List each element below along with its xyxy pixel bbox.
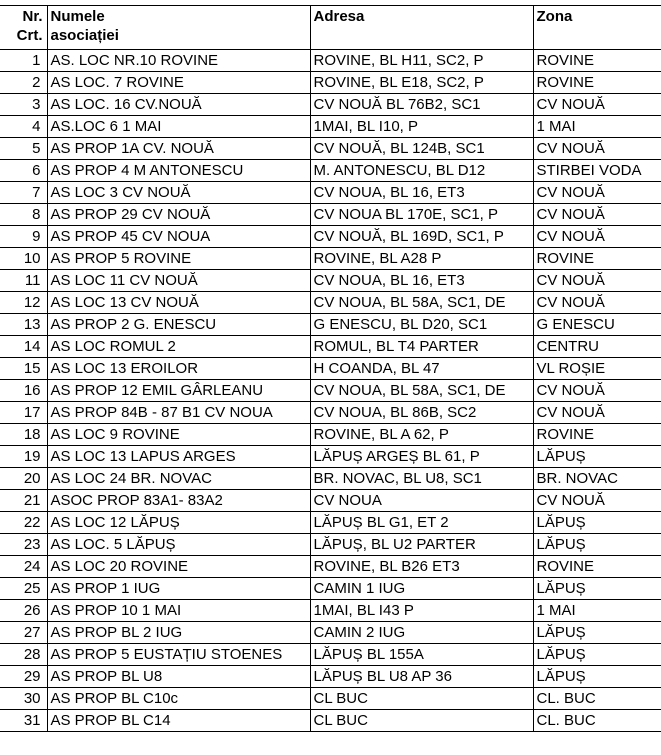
- table-row: [0, 468, 661, 490]
- cell-nr[interactable]: 10: [0, 248, 47, 270]
- table-row: [0, 336, 661, 358]
- cell-address[interactable]: LĂPUȘ BL U8 AP 36: [310, 666, 533, 688]
- cell-association-name[interactable]: AS PROP 1 IUG: [47, 578, 310, 600]
- cell-nr[interactable]: 21: [0, 490, 47, 512]
- table-row: [0, 688, 661, 710]
- cell-address[interactable]: M. ANTONESCU, BL D12: [310, 160, 533, 182]
- cell-zone[interactable]: CV NOUĂ: [533, 490, 661, 512]
- cell-nr[interactable]: 9: [0, 226, 47, 248]
- cell-nr[interactable]: 5: [0, 138, 47, 160]
- cell-address[interactable]: CAMIN 2 IUG: [310, 622, 533, 644]
- cell-zone[interactable]: ROVINE: [533, 424, 661, 446]
- cell-association-name[interactable]: AS PROP 29 CV NOUĂ: [47, 204, 310, 226]
- cell-association-name[interactable]: AS LOC 13 CV NOUĂ: [47, 292, 310, 314]
- cell-nr[interactable]: 11: [0, 270, 47, 292]
- cell-nr[interactable]: 13: [0, 314, 47, 336]
- cell-association-name[interactable]: AS PROP BL C14: [47, 710, 310, 732]
- cell-nr[interactable]: 2: [0, 72, 47, 94]
- cell-nr[interactable]: 14: [0, 336, 47, 358]
- table-row: [0, 578, 661, 600]
- cell-zone[interactable]: ROVINE: [533, 556, 661, 578]
- header-zone[interactable]: Zona: [533, 6, 661, 50]
- table-row: [0, 424, 661, 446]
- cell-nr[interactable]: 17: [0, 402, 47, 424]
- table-row: [0, 402, 661, 424]
- cell-address[interactable]: CL BUC: [310, 710, 533, 732]
- table-body: [0, 50, 661, 732]
- cell-nr[interactable]: 25: [0, 578, 47, 600]
- cell-zone[interactable]: BR. NOVAC: [533, 468, 661, 490]
- cell-zone[interactable]: CV NOUĂ: [533, 380, 661, 402]
- cell-zone[interactable]: LĂPUȘ: [533, 578, 661, 600]
- cell-zone[interactable]: CV NOUĂ: [533, 270, 661, 292]
- cell-nr[interactable]: 18: [0, 424, 47, 446]
- cell-address[interactable]: CV NOUĂ, BL 124B, SC1: [310, 138, 533, 160]
- table-row: [0, 116, 661, 138]
- cell-nr[interactable]: 16: [0, 380, 47, 402]
- associations-table: [0, 5, 661, 732]
- cell-nr[interactable]: 31: [0, 710, 47, 732]
- cell-association-name[interactable]: AS. LOC NR.10 ROVINE: [47, 50, 310, 72]
- cell-zone[interactable]: 1 MAI: [533, 600, 661, 622]
- table-row: [0, 534, 661, 556]
- cell-nr[interactable]: 24: [0, 556, 47, 578]
- cell-zone[interactable]: LĂPUȘ: [533, 534, 661, 556]
- cell-address[interactable]: ROVINE, BL E18, SC2, P: [310, 72, 533, 94]
- cell-association-name[interactable]: AS PROP 4 M ANTONESCU: [47, 160, 310, 182]
- table-row: [0, 94, 661, 116]
- cell-association-name[interactable]: AS PROP 45 CV NOUA: [47, 226, 310, 248]
- header-row: [0, 6, 661, 50]
- cell-nr[interactable]: 1: [0, 50, 47, 72]
- cell-zone[interactable]: CV NOUĂ: [533, 226, 661, 248]
- header-name-line2: asociației: [50, 27, 119, 44]
- cell-zone[interactable]: LĂPUȘ: [533, 644, 661, 666]
- cell-zone[interactable]: LĂPUȘ: [533, 512, 661, 534]
- cell-association-name[interactable]: AS LOC 13 EROILOR: [47, 358, 310, 380]
- cell-zone[interactable]: ROVINE: [533, 50, 661, 72]
- cell-zone[interactable]: 1 MAI: [533, 116, 661, 138]
- cell-zone[interactable]: CENTRU: [533, 336, 661, 358]
- cell-association-name[interactable]: AS.LOC 6 1 MAI: [47, 116, 310, 138]
- cell-address[interactable]: BR. NOVAC, BL U8, SC1: [310, 468, 533, 490]
- cell-address[interactable]: CV NOUA: [310, 490, 533, 512]
- cell-zone[interactable]: CV NOUĂ: [533, 138, 661, 160]
- cell-address[interactable]: CV NOUA, BL 16, ET3: [310, 270, 533, 292]
- table-row: [0, 204, 661, 226]
- table-row: [0, 72, 661, 94]
- table-row: [0, 380, 661, 402]
- cell-association-name[interactable]: AS PROP 2 G. ENESCU: [47, 314, 310, 336]
- cell-nr[interactable]: 3: [0, 94, 47, 116]
- cell-address[interactable]: CV NOUĂ, BL 169D, SC1, P: [310, 226, 533, 248]
- cell-nr[interactable]: 22: [0, 512, 47, 534]
- cell-association-name[interactable]: AS PROP 1A CV. NOUĂ: [47, 138, 310, 160]
- cell-nr[interactable]: 4: [0, 116, 47, 138]
- cell-nr[interactable]: 23: [0, 534, 47, 556]
- table-row: [0, 358, 661, 380]
- header-name-line1: Numele: [50, 8, 105, 25]
- cell-zone[interactable]: CV NOUĂ: [533, 94, 661, 116]
- cell-zone[interactable]: CV NOUĂ: [533, 182, 661, 204]
- cell-address[interactable]: CV NOUĂ BL 76B2, SC1: [310, 94, 533, 116]
- table-row: [0, 666, 661, 688]
- cell-address[interactable]: ROMUL, BL T4 PARTER: [310, 336, 533, 358]
- table-row: [0, 314, 661, 336]
- table-row: [0, 622, 661, 644]
- cell-address[interactable]: CV NOUA, BL 86B, SC2: [310, 402, 533, 424]
- cell-zone[interactable]: LĂPUȘ: [533, 666, 661, 688]
- table-row: [0, 710, 661, 732]
- cell-association-name[interactable]: AS LOC. 7 ROVINE: [47, 72, 310, 94]
- cell-zone[interactable]: LĂPUȘ: [533, 622, 661, 644]
- cell-nr[interactable]: 12: [0, 292, 47, 314]
- cell-nr[interactable]: 8: [0, 204, 47, 226]
- cell-address[interactable]: ROVINE, BL B26 ET3: [310, 556, 533, 578]
- cell-nr[interactable]: 28: [0, 644, 47, 666]
- cell-address[interactable]: ROVINE, BL A 62, P: [310, 424, 533, 446]
- cell-zone[interactable]: G ENESCU: [533, 314, 661, 336]
- table-row: [0, 446, 661, 468]
- cell-association-name[interactable]: AS LOC 13 LAPUS ARGES: [47, 446, 310, 468]
- cell-address[interactable]: ROVINE, BL H11, SC2, P: [310, 50, 533, 72]
- cell-association-name[interactable]: AS PROP 84B - 87 B1 CV NOUA: [47, 402, 310, 424]
- cell-zone[interactable]: CV NOUĂ: [533, 402, 661, 424]
- cell-association-name[interactable]: AS LOC 11 CV NOUĂ: [47, 270, 310, 292]
- cell-association-name[interactable]: AS PROP BL U8: [47, 666, 310, 688]
- cell-association-name[interactable]: AS LOC ROMUL 2: [47, 336, 310, 358]
- cell-address[interactable]: CAMIN 1 IUG: [310, 578, 533, 600]
- cell-address[interactable]: LĂPUȘ BL G1, ET 2: [310, 512, 533, 534]
- cell-address[interactable]: H COANDA, BL 47: [310, 358, 533, 380]
- cell-address[interactable]: 1MAI, BL I43 P: [310, 600, 533, 622]
- cell-address[interactable]: G ENESCU, BL D20, SC1: [310, 314, 533, 336]
- header-nr-crt[interactable]: [0, 6, 47, 50]
- cell-nr[interactable]: 27: [0, 622, 47, 644]
- cell-address[interactable]: CV NOUA BL 170E, SC1, P: [310, 204, 533, 226]
- table-row: [0, 248, 661, 270]
- cell-nr[interactable]: 6: [0, 160, 47, 182]
- table-row: [0, 182, 661, 204]
- cell-zone[interactable]: CL. BUC: [533, 688, 661, 710]
- cell-nr[interactable]: 20: [0, 468, 47, 490]
- cell-zone[interactable]: VL ROȘIE: [533, 358, 661, 380]
- table-row: [0, 292, 661, 314]
- cell-address[interactable]: 1MAI, BL I10, P: [310, 116, 533, 138]
- cell-association-name[interactable]: AS PROP 5 EUSTAȚIU STOENES: [47, 644, 310, 666]
- cell-association-name[interactable]: AS PROP 10 1 MAI: [47, 600, 310, 622]
- cell-association-name[interactable]: AS LOC 3 CV NOUĂ: [47, 182, 310, 204]
- cell-association-name[interactable]: AS PROP BL 2 IUG: [47, 622, 310, 644]
- cell-zone[interactable]: STIRBEI VODA: [533, 160, 661, 182]
- cell-nr[interactable]: 30: [0, 688, 47, 710]
- cell-association-name[interactable]: AS LOC 9 ROVINE: [47, 424, 310, 446]
- cell-association-name[interactable]: AS LOC 24 BR. NOVAC: [47, 468, 310, 490]
- table-row: [0, 138, 661, 160]
- cell-nr[interactable]: 19: [0, 446, 47, 468]
- cell-nr[interactable]: 15: [0, 358, 47, 380]
- cell-address[interactable]: LĂPUȘ ARGEȘ BL 61, P: [310, 446, 533, 468]
- table-row: [0, 270, 661, 292]
- cell-address[interactable]: LĂPUȘ, BL U2 PARTER: [310, 534, 533, 556]
- table-row: [0, 226, 661, 248]
- cell-zone[interactable]: CV NOUĂ: [533, 204, 661, 226]
- cell-zone[interactable]: CV NOUĂ: [533, 292, 661, 314]
- cell-association-name[interactable]: AS LOC. 5 LĂPUȘ: [47, 534, 310, 556]
- cell-association-name[interactable]: AS PROP BL C10c: [47, 688, 310, 710]
- table-row: [0, 600, 661, 622]
- table-row: [0, 160, 661, 182]
- cell-nr[interactable]: 29: [0, 666, 47, 688]
- table-row: [0, 50, 661, 72]
- cell-association-name[interactable]: AS PROP 12 EMIL GÂRLEANU: [47, 380, 310, 402]
- cell-address[interactable]: CV NOUA, BL 58A, SC1, DE: [310, 292, 533, 314]
- cell-address[interactable]: ROVINE, BL A28 P: [310, 248, 533, 270]
- cell-association-name[interactable]: AS LOC 12 LĂPUȘ: [47, 512, 310, 534]
- header-association-name[interactable]: [47, 6, 310, 50]
- table-row: [0, 644, 661, 666]
- cell-address[interactable]: LĂPUȘ BL 155A: [310, 644, 533, 666]
- cell-nr[interactable]: 26: [0, 600, 47, 622]
- cell-zone[interactable]: ROVINE: [533, 248, 661, 270]
- table-row: [0, 512, 661, 534]
- cell-address[interactable]: CL BUC: [310, 688, 533, 710]
- cell-association-name[interactable]: AS LOC 20 ROVINE: [47, 556, 310, 578]
- cell-address[interactable]: CV NOUA, BL 16, ET3: [310, 182, 533, 204]
- cell-zone[interactable]: ROVINE: [533, 72, 661, 94]
- header-nr-line2: Crt.: [16, 27, 43, 44]
- cell-association-name[interactable]: AS PROP 5 ROVINE: [47, 248, 310, 270]
- cell-zone[interactable]: LĂPUȘ: [533, 446, 661, 468]
- header-nr-line1: Nr.: [22, 8, 43, 25]
- cell-association-name[interactable]: ASOC PROP 83A1- 83A2: [47, 490, 310, 512]
- cell-address[interactable]: CV NOUA, BL 58A, SC1, DE: [310, 380, 533, 402]
- cell-nr[interactable]: 7: [0, 182, 47, 204]
- cell-zone[interactable]: CL. BUC: [533, 710, 661, 732]
- header-address[interactable]: Adresa: [310, 6, 533, 50]
- cell-association-name[interactable]: AS LOC. 16 CV.NOUĂ: [47, 94, 310, 116]
- table-row: [0, 490, 661, 512]
- table-row: [0, 556, 661, 578]
